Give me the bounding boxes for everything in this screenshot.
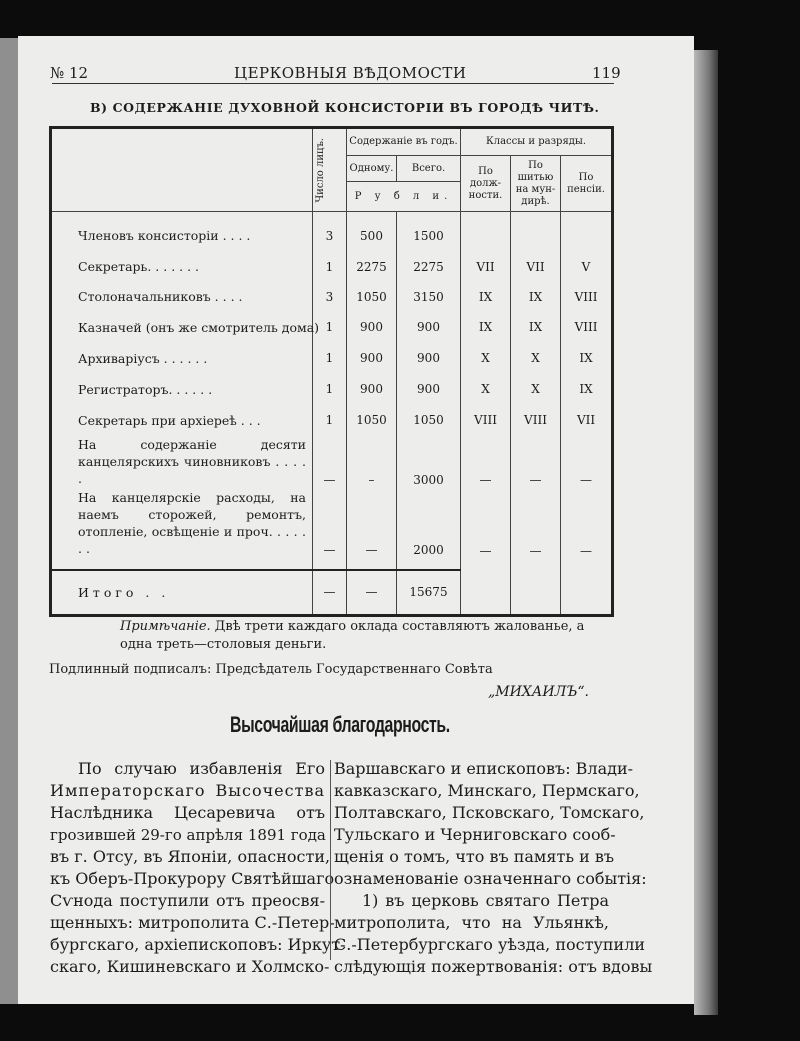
footnote-text: Двѣ трети каждаго оклада составляютъ жалованье, а одна треть—столовыя деньги. xyxy=(120,619,585,652)
running-header xyxy=(28,64,621,82)
row-count: — xyxy=(313,489,347,570)
issue-number: № 12 xyxy=(50,64,89,82)
total-row xyxy=(51,570,613,616)
row-post: IX xyxy=(461,312,511,343)
row-label: Секретарь. . . . . . . xyxy=(78,259,200,274)
row-count: 1 xyxy=(313,405,347,436)
row-label: Столоначальниковъ . . . . xyxy=(78,289,243,304)
text-line: С.-Петербургскаго уѣзда, поступили xyxy=(334,935,646,954)
row-uniform: IX xyxy=(511,282,561,312)
row-count: 1 xyxy=(313,343,347,374)
text-line: Наслѣдника Цесаревича отъ xyxy=(50,803,325,822)
page-stack-edge xyxy=(694,50,718,1015)
total-sum: 15675 xyxy=(397,570,461,616)
total-label: Итого . . xyxy=(51,570,313,616)
row-total: 2000 xyxy=(397,489,461,570)
row-label: Архиваріусъ . . . . . . xyxy=(78,350,208,366)
header-pay-group: Содержаніе въ годъ. xyxy=(347,128,461,156)
total-uniform xyxy=(511,570,561,616)
row-count: 1 xyxy=(313,312,347,343)
table-row xyxy=(51,312,613,343)
row-pension xyxy=(561,212,613,252)
text-line: кавказскаго, Минскаго, Пермскаго, xyxy=(334,781,640,800)
section-title xyxy=(90,100,600,116)
row-total: 2275 xyxy=(397,252,461,282)
row-label: Регистраторъ. . . . . . xyxy=(78,381,213,397)
row-uniform: X xyxy=(511,343,561,374)
row-post: IX xyxy=(461,282,511,312)
table-row xyxy=(51,374,613,405)
row-total: 1500 xyxy=(397,212,461,252)
header-classes-group: Классы и разряды. xyxy=(461,128,613,156)
row-uniform: IX xyxy=(511,312,561,343)
table-row xyxy=(51,252,613,282)
row-total: 3000 xyxy=(397,436,461,489)
total-pension xyxy=(561,570,613,616)
row-post xyxy=(461,212,511,252)
row-pension: IX xyxy=(561,374,613,405)
row-pension: VIII xyxy=(561,312,613,343)
table-row xyxy=(51,212,613,252)
row-post: X xyxy=(461,374,511,405)
row-count: 3 xyxy=(313,282,347,312)
table-row xyxy=(51,436,613,489)
row-total: 3150 xyxy=(397,282,461,312)
header-rule xyxy=(52,83,614,84)
row-one: 2275 xyxy=(347,252,397,282)
header-total: Всего. xyxy=(397,156,461,182)
row-post: X xyxy=(461,343,511,374)
row-uniform: VIII xyxy=(511,405,561,436)
total-post xyxy=(461,570,511,616)
row-pension: IX xyxy=(561,343,613,374)
row-count: — xyxy=(313,436,347,489)
row-one: 500 xyxy=(347,212,397,252)
row-label: Секретарь при архіереѣ . . . xyxy=(78,412,261,428)
signature: „МИХАИЛЪ“. xyxy=(488,684,589,700)
signed-line: Подлинный подписалъ: Предсѣдатель Государственнаго Совѣта xyxy=(49,662,493,677)
page-number: 119 xyxy=(592,64,621,82)
text-line: митрополита, что на Ульянкѣ, xyxy=(334,913,609,932)
text-line: Тульскаго и Черниговскаго сооб- xyxy=(334,825,616,844)
row-label: На канцелярскіе расходы, на наемъ сторожей, ремонтъ, отопленіе, освѣщеніе и проч. . . . . . . xyxy=(78,489,306,556)
row-pension: — xyxy=(561,489,613,570)
row-label: Членовъ консисторіи . . . . xyxy=(78,228,251,244)
section-title-text: В) СОДЕРЖАНІЕ ДУХОВНОЙ КОНСИСТОРІИ ВЪ ГОРОДѢ ЧИТѢ. xyxy=(90,100,600,115)
row-one: 1050 xyxy=(347,405,397,436)
text-line: Императорскаго Высочества xyxy=(50,781,325,800)
header-by-uniform: По шитью на мун-дирѣ. xyxy=(511,156,561,212)
row-count: 1 xyxy=(313,374,347,405)
row-total: 900 xyxy=(397,312,461,343)
text-line: бургскаго, архіепископовъ: Иркут- xyxy=(50,935,346,954)
column-rule xyxy=(330,760,331,960)
row-pension: VIII xyxy=(561,282,613,312)
row-one: — xyxy=(347,489,397,570)
table-row xyxy=(51,405,613,436)
row-post: — xyxy=(461,436,511,489)
header-by-post: По долж-ности. xyxy=(461,156,511,212)
row-uniform: X xyxy=(511,374,561,405)
footnote-label: Примѣчаніе. xyxy=(120,619,211,634)
text-line: къ Оберъ-Прокурору Святѣйшаго xyxy=(50,869,335,888)
text-line: грозившей 29-го апрѣля 1891 года xyxy=(50,826,326,844)
row-post: VII xyxy=(461,252,511,282)
row-uniform: VII xyxy=(511,252,561,282)
journal-title: ЦЕРКОВНЫЯ ВѢДОМОСТИ xyxy=(234,64,467,82)
text-line: въ г. Отсу, въ Японіи, опасности, xyxy=(50,847,331,866)
header-rubles: Р у б л и. xyxy=(347,182,461,212)
row-total: 900 xyxy=(397,374,461,405)
row-uniform: — xyxy=(511,436,561,489)
text-line: щенія о томъ, что въ память и въ xyxy=(334,847,615,866)
total-one: — xyxy=(347,570,397,616)
article-title: Высочайшая благодарность. xyxy=(230,712,450,737)
header-label-cell xyxy=(51,128,313,212)
row-total: 1050 xyxy=(397,405,461,436)
header-count xyxy=(313,128,347,212)
header-one: Одному. xyxy=(347,156,397,182)
table-row xyxy=(51,343,613,374)
row-pension: V xyxy=(561,252,613,282)
table-row xyxy=(51,489,613,570)
left-column xyxy=(50,758,346,978)
text-line: слѣдующія пожертвованія: отъ вдовы xyxy=(334,957,653,976)
right-column xyxy=(334,758,653,978)
row-total: 900 xyxy=(397,343,461,374)
row-one: – xyxy=(347,436,397,489)
total-count: — xyxy=(313,570,347,616)
row-count: 3 xyxy=(313,212,347,252)
row-post: — xyxy=(461,489,511,570)
row-uniform: — xyxy=(511,489,561,570)
text-line: щенныхъ: митрополита С.-Петер- xyxy=(50,913,335,932)
row-one: 900 xyxy=(347,343,397,374)
row-pension: VII xyxy=(561,405,613,436)
row-post: VIII xyxy=(461,405,511,436)
row-one: 900 xyxy=(347,312,397,343)
text-line: скаго, Кишиневскаго и Холмско- xyxy=(50,957,330,976)
row-one: 1050 xyxy=(347,282,397,312)
row-label: На содержаніе десяти канцелярскихъ чиновниковъ . . . . . xyxy=(78,436,306,486)
text-line: Полтавскаго, Псковскаго, Томскаго, xyxy=(334,803,645,822)
header-by-pension: По пенсіи. xyxy=(561,156,613,212)
row-pension: — xyxy=(561,436,613,489)
row-count: 1 xyxy=(313,252,347,282)
left-page-edge xyxy=(0,38,18,1004)
row-one: 900 xyxy=(347,374,397,405)
text-line: 1) въ церковь святаго Петра xyxy=(362,891,609,910)
header-count-text: Число лицъ. xyxy=(315,137,326,203)
text-line: По случаю избавленія Его xyxy=(78,759,325,778)
staff-salary-table xyxy=(49,126,614,617)
text-line: Сѵнода поступили отъ преосвя- xyxy=(50,891,325,910)
footnote xyxy=(120,618,600,654)
table-row xyxy=(51,282,613,312)
text-line: Варшавскаго и епископовъ: Влади- xyxy=(334,759,634,778)
row-uniform xyxy=(511,212,561,252)
row-label: Казначей (онъ же смотритель дома) xyxy=(78,319,320,335)
text-line: ознаменованіе означеннаго событія: xyxy=(334,869,647,888)
